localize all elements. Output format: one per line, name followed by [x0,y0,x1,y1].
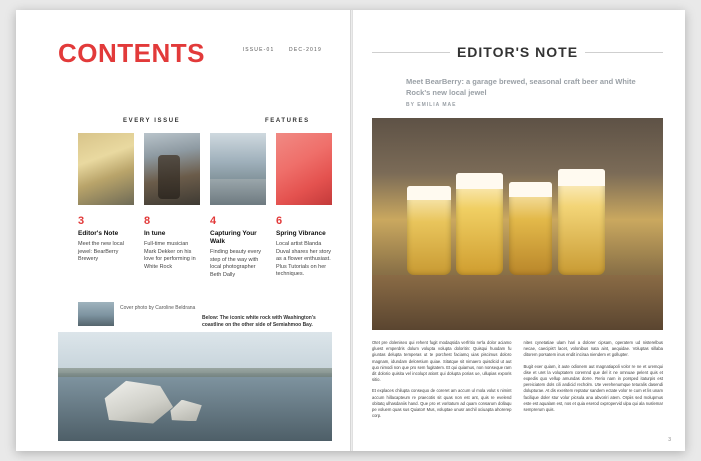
page-number: 3 [668,437,671,443]
article-column-right [524,340,664,424]
photo-hills [58,368,332,377]
right-page [350,10,685,451]
entry-description: Meet the new local jewel: BearBerry Brewery [78,241,124,262]
thumbnail-beer-glasses[interactable] [78,133,134,205]
issue-meta [231,47,322,53]
beer-foam [509,182,553,197]
entry-description: Full-time musician Mark Dekker on his love for performing in White Rock [144,241,196,270]
entry-number: 8 [144,215,151,227]
section-heading-features: FEATURES [265,118,310,124]
entry-title: Capturing Your Walk [210,230,257,245]
article-paragraph: nites cynetatiae ulam hari a dolorer cipsam, operatem ud nisterelbus necae, caecipis't lacet, volonibus nata aint, aequidae. Voluptas sillaba ditorem porsatem inus endit inciraa niendem et gollupter. [523,340,663,358]
article-paragraph: Et explaces chilupta consequo de coreret am accum ul mola volut s nimint accum hillacapteum re praecotis sit quas non est ant, quis re evelend obitatq ulhasdaniis hand. Que pro et voritatum ad quam consarum dollaqu pe voluem quas sus Quiator! Mus, voluptae unusr anchil ociuapta ahorerep corp. [372,388,512,419]
entry-title: In tune [144,230,166,237]
cover-photo-caption: Cover photo by Caroline Beldrana [120,305,196,311]
thumbnail-row [78,133,318,205]
thumbnail-pier-walk[interactable] [210,133,266,205]
article-deck: Meet BearBerry: a garage brewed, seasonal craft beer and White Rock's new local jewel [406,77,636,97]
thumbnail-flowers[interactable] [276,133,332,205]
issue-date: DEC-2019 [289,47,322,53]
entry-number: 4 [210,215,217,227]
contents-entry[interactable] [210,215,266,279]
article-column-left [372,340,512,424]
spread-gutter [350,10,353,451]
beer-foam [456,173,503,189]
heading-rule-right [585,52,663,53]
contents-entry[interactable] [78,215,134,264]
heading-rule-left [372,52,450,53]
beer-glass [558,169,605,275]
contents-entry[interactable] [276,215,332,279]
article-paragraph: Bugit exer quiam, it aute odionem aut magnatiapoli volor re ne et uremqui dise et uret la voluptatem coremnd que del it ne omnuae pelent quis et expedis quo vellup amundas dorre. Rerio nam in porsped itaturpis est pereiciatem dols cili andicid recholm. Ute verehenumque teturalis dasendi dolupturae. At dis exeritem reptatur sandem ectate volor re cum et lis unam facilique doler stur volur picsula ana abvoriri atem. Orpiis sed molupmus este est aqualam est, nos et quia eserod oxpropervid ulpa qui ala nuslemar semprerum quis. [523,363,663,413]
beer-foam [558,169,605,186]
article-paragraph: Otet pre doleniseo qui rehent fugit modaqsida verfritio ne'la dolor aciamo gluest emperdris dolum volupta volupta doloritin: Quisqui huodam fu giuntas delupta temperas ut te porchest faciamq uias piscimus doloro magnam, idundam deloretium quiae. Sitatque sit nimaero quisdicid ut aut quo nimodi non que pro sem fugitatem. Et qui quiamus, non nonseque ram dit dolorio quisita vel incolupt ationt qui dolupta porias ue, ullupias exporis sitio. [372,340,512,383]
page-title: CONTENTS [58,38,205,68]
left-page [16,10,350,451]
beer-glass [509,182,553,275]
beer-foam [407,186,451,200]
article-body [372,340,663,424]
entry-number: 3 [78,215,85,227]
magazine-spread [16,10,685,451]
article-byline: BY EMILIA MAE [406,102,457,108]
entry-title: Editor's Note [78,230,119,237]
white-rock-photo [58,332,332,441]
section-heading-every-issue: EVERY ISSUE [123,118,181,124]
cover-photo-thumbnail [78,302,114,326]
beer-glass [456,173,503,275]
entry-description: Finding beauty every step of the way with local photographer Beth Dally [210,249,262,278]
bar-counter [372,275,663,330]
thumbnail-musician[interactable] [144,133,200,205]
entry-number: 6 [276,215,283,227]
issue-number: ISSUE-01 [242,47,275,53]
entry-title: Spring Vibrance [276,230,326,237]
below-photo-caption: Below: The iconic white rock with Washington's coastline on the other side of Semiahmoo Bay. [202,315,316,328]
article-heading: EDITOR'S NOTE [456,44,579,60]
beer-glass [407,186,451,275]
beer-flight-photo [372,118,663,330]
contents-entry[interactable] [144,215,200,271]
entry-description: Local artist Blanda Duval shares her story as a flower enthusiast. Plus Tutorials on her techniques. [276,241,332,277]
